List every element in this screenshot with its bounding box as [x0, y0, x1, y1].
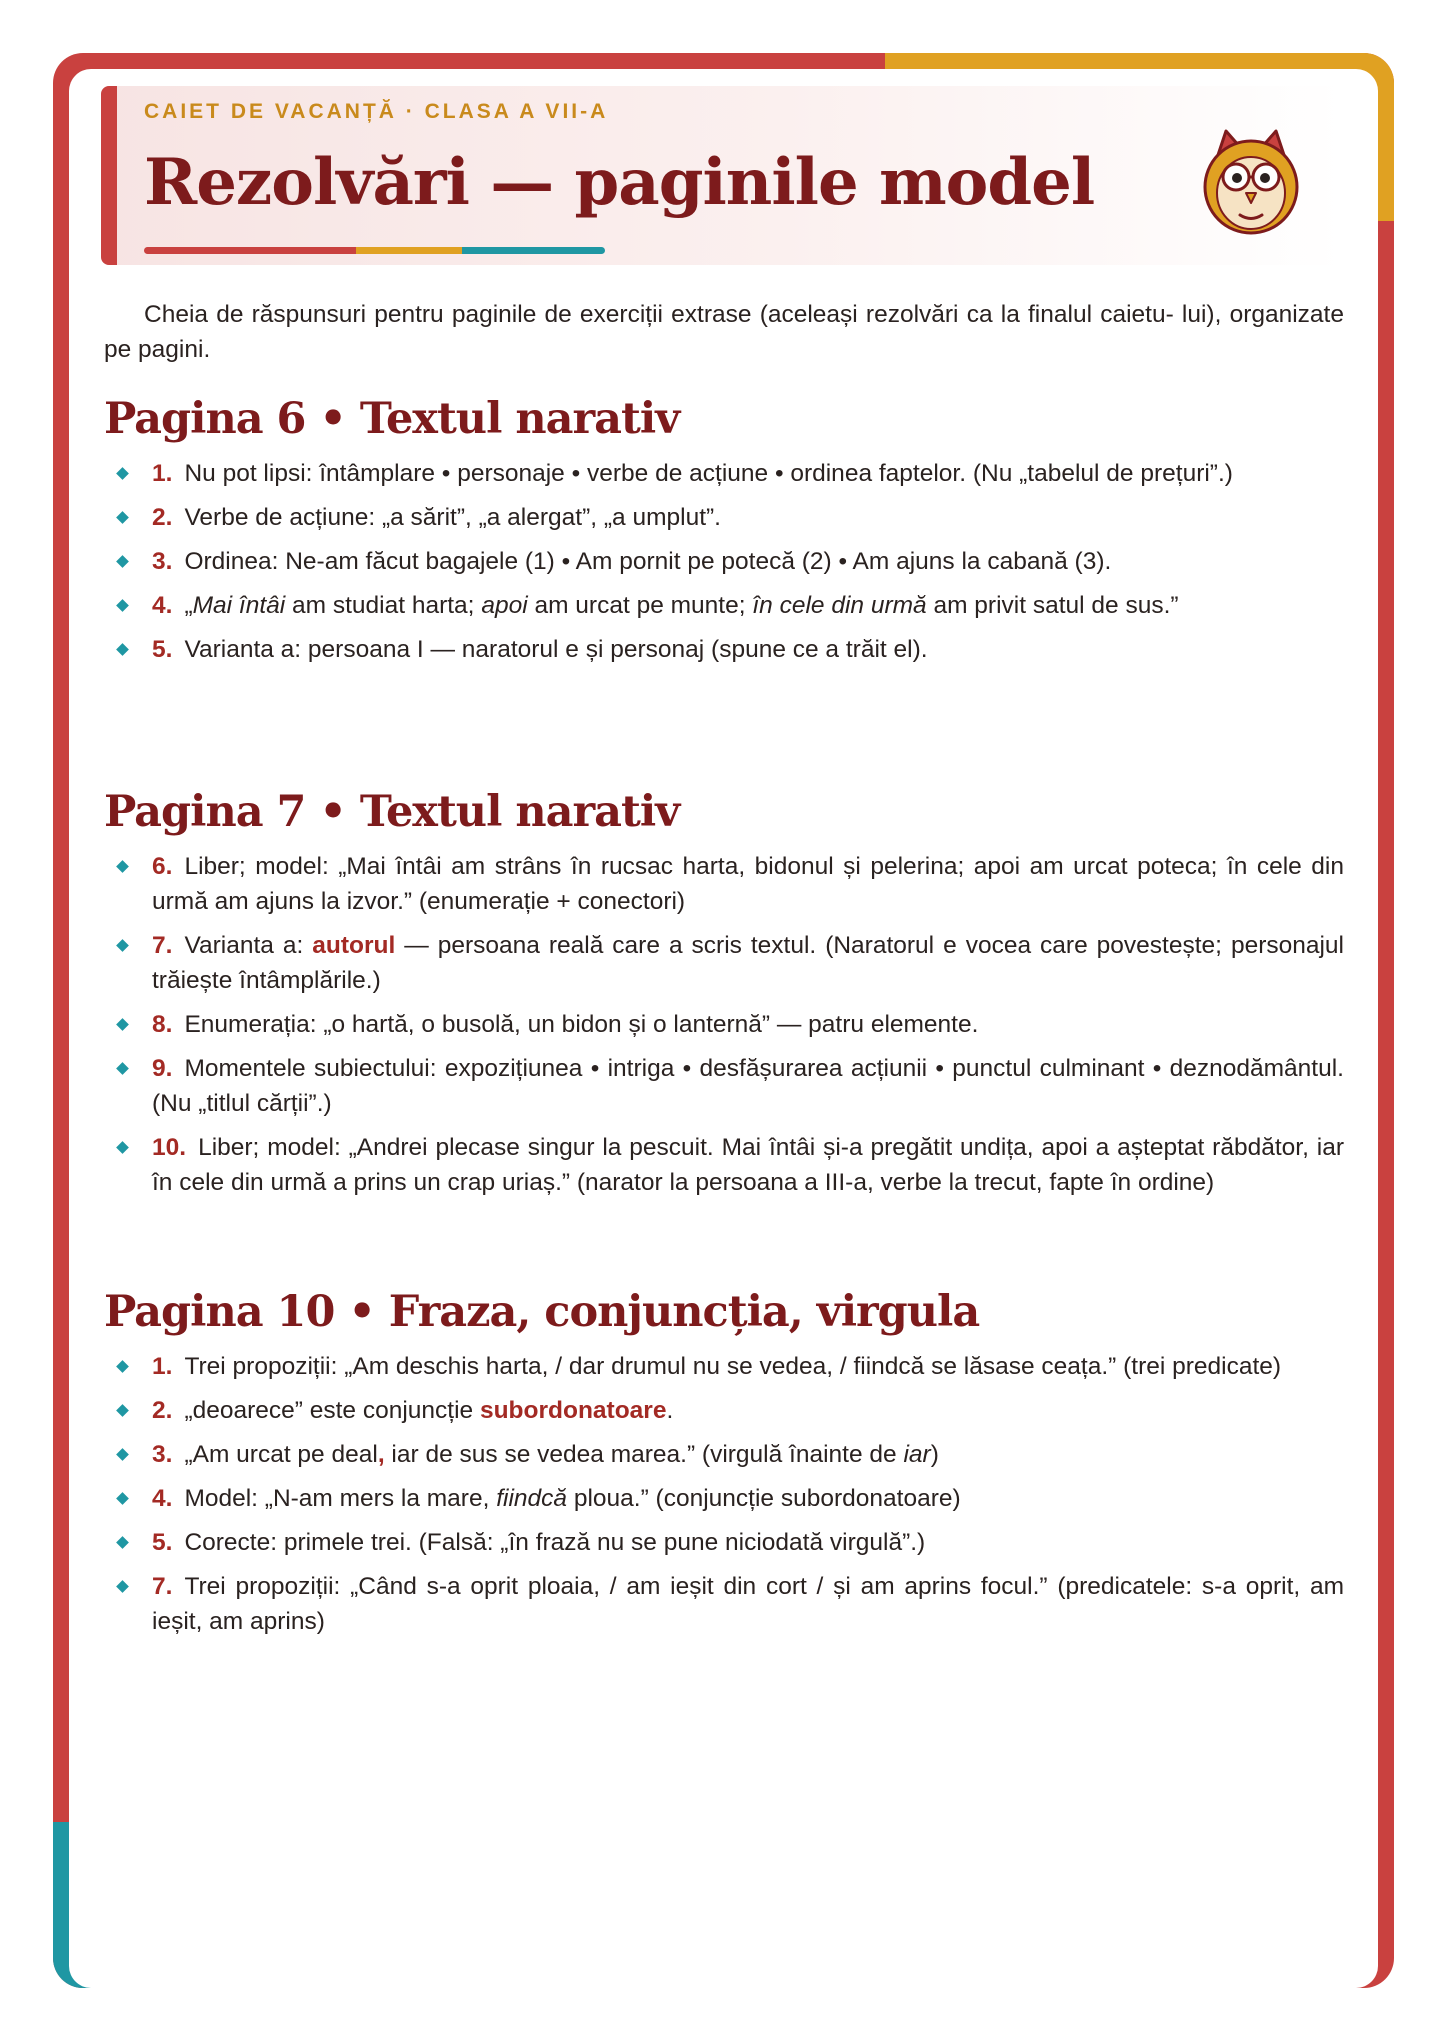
item-text: iar de sus se vedea marea.” (virgulă înainte de: [384, 1441, 904, 1468]
list-item: [104, 1007, 1344, 1042]
item-number: 3.: [152, 1441, 173, 1468]
section-pagina-7: [104, 787, 1344, 1209]
bullet-icon: [116, 860, 129, 873]
bullet-icon: [116, 1062, 129, 1075]
item-text: Trei propoziții: „Când s-a oprit ploaia, / am ieșit din cort / și am aprins focul.” (predicatele: s-a oprit, am ieșit, am aprins): [152, 1573, 1344, 1635]
bullet-icon: [116, 1492, 129, 1505]
item-text: ): [930, 1441, 939, 1468]
item-text: am urcat pe munte;: [527, 592, 753, 619]
item-text: Verbe de acțiune: „a sărit”, „a alergat”, „a umplut”.: [184, 504, 721, 531]
list-item: [104, 849, 1344, 919]
header-accent-bar: [101, 86, 117, 265]
section-pagina-10: [104, 1287, 1344, 1648]
item-text: Ordinea: Ne-am făcut bagajele (1) • Am pornit pe potecă (2) • Am ajuns la cabană (3).: [184, 548, 1112, 575]
section-pagina-6: [104, 394, 1344, 676]
item-emphasis: în cele din urmă: [752, 592, 927, 619]
item-text: .: [666, 1397, 674, 1424]
item-text: Liber; model: „Mai întâi am strâns în rucsac harta, bidonul și pelerina; apoi am urcat poteca; în cele din urmă am ajuns la izvor.” (enumerație + conectori): [152, 853, 1344, 915]
list-item: [104, 1349, 1344, 1384]
bullet-icon: [116, 939, 129, 952]
section-heading: Pagina 7 • Textul narativ: [104, 787, 680, 837]
item-number: 7.: [152, 932, 173, 959]
item-text: Trei propoziții: „Am deschis harta, / dar drumul nu se vedea, / fiindcă se lăsase ceața.” (trei predicate): [184, 1353, 1282, 1380]
list-item: [104, 588, 1344, 623]
list-item: [104, 1437, 1344, 1472]
item-text: Nu pot lipsi: întâmplare • personaje • verbe de acțiune • ordinea faptelor. (Nu „tabelul de prețuri”.): [184, 460, 1233, 487]
list-item: [104, 928, 1344, 998]
item-number: 8.: [152, 1011, 173, 1038]
bullet-icon: [116, 1141, 129, 1154]
item-text: Liber; model: „Andrei plecase singur la pescuit. Mai întâi și-a pregătit undița, apoi a așteptat răbdător, iar în cele din urmă a prins un crap uriaș.” (narator la persoana a III-a, verbe la trecut, fapte în ordine): [152, 1134, 1344, 1196]
bullet-icon: [116, 555, 129, 568]
item-number: 2.: [152, 504, 173, 531]
list-item: [104, 456, 1344, 491]
bullet-icon: [116, 1018, 129, 1031]
bullet-icon: [116, 643, 129, 656]
item-emphasis: fiindcă: [496, 1485, 568, 1512]
item-text: „Am urcat pe deal: [184, 1441, 378, 1468]
item-emphasis: Mai întâi: [192, 592, 286, 619]
item-number: 4.: [152, 592, 173, 619]
bullet-icon: [116, 1448, 129, 1461]
item-number: 4.: [152, 1485, 173, 1512]
item-number: 5.: [152, 636, 173, 663]
item-text: — persoana reală care a scris textul. (Naratorul e vocea care povestește; personajul trăiește întâmplările.): [152, 932, 1344, 994]
item-text: Momentele subiectului: expozițiunea • intriga • desfășurarea acțiunii • punctul culminant • deznodământul. (Nu „titlul cărții”.): [152, 1055, 1344, 1117]
list-item: [104, 1393, 1344, 1428]
item-number: 7.: [152, 1573, 173, 1600]
item-text: am studiat harta;: [285, 592, 482, 619]
bullet-icon: [116, 599, 129, 612]
bullet-icon: [116, 1536, 129, 1549]
item-number: 6.: [152, 853, 173, 880]
intro-paragraph: Cheia de răspunsuri pentru paginile de exerciții extrase (aceleași rezolvări ca la finalul caietu- lui), organizate pe pagini.: [104, 301, 1344, 363]
item-emphasis: apoi: [481, 592, 528, 619]
header-kicker: CAIET DE VACANȚĂ · CLASA A VII-A: [144, 100, 609, 123]
section-heading: Pagina 10 • Fraza, conjuncția, virgula: [104, 1287, 980, 1337]
item-text: Varianta a: persoana I — naratorul e și personaj (spune ce a trăit el).: [184, 636, 928, 663]
item-text: am privit satul de sus.”: [926, 592, 1179, 619]
item-text: Varianta a:: [184, 932, 313, 959]
item-highlight: autorul: [312, 932, 396, 959]
bullet-icon: [116, 1580, 129, 1593]
item-text: ploua.” (conjuncție subordonatoare): [567, 1485, 961, 1512]
item-number: 2.: [152, 1397, 173, 1424]
bullet-icon: [116, 1404, 129, 1417]
item-highlight: subordonatoare: [479, 1397, 667, 1424]
item-highlight: ,: [377, 1441, 385, 1468]
item-text: „: [184, 592, 193, 619]
list-item: [104, 1130, 1344, 1200]
title-underline: [144, 247, 605, 254]
list-item: [104, 1051, 1344, 1121]
owl-mascot-icon: [1196, 125, 1306, 240]
bullet-icon: [116, 511, 129, 524]
item-text: Model: „N-am mers la mare,: [184, 1485, 497, 1512]
bullet-icon: [116, 467, 129, 480]
list-item: [104, 1525, 1344, 1560]
item-text: Enumerația: „o hartă, o busolă, un bidon și o lanternă” — patru elemente.: [184, 1011, 979, 1038]
list-item: [104, 500, 1344, 535]
list-item: [104, 544, 1344, 579]
list-item: [104, 1481, 1344, 1516]
item-number: 5.: [152, 1529, 173, 1556]
item-number: 1.: [152, 460, 173, 487]
item-number: 10.: [152, 1134, 187, 1161]
list-item: [104, 632, 1344, 667]
list-item: [104, 1569, 1344, 1639]
bullet-icon: [116, 1360, 129, 1373]
item-number: 1.: [152, 1353, 173, 1380]
item-text: „deoarece” este conjuncție: [184, 1397, 480, 1424]
section-heading: Pagina 6 • Textul narativ: [104, 394, 680, 444]
item-emphasis: iar: [903, 1441, 931, 1468]
item-number: 3.: [152, 548, 173, 575]
item-text: Corecte: primele trei. (Falsă: „în frază nu se pune niciodată virgulă”.): [184, 1529, 926, 1556]
item-number: 9.: [152, 1055, 173, 1082]
page-title: Rezolvări — paginile model: [144, 145, 1095, 220]
